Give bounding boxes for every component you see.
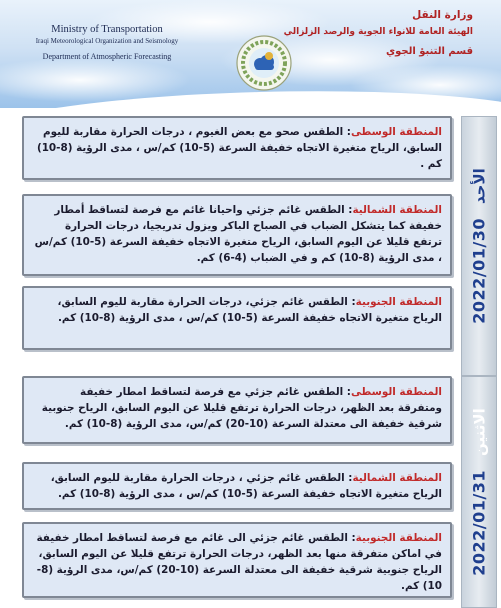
day-date: 2022/01/30 [469,218,489,324]
arabic-title-block [283,8,473,60]
day-side-tab [461,376,497,608]
forecast-card-south [22,286,452,350]
region-name: المنطقة الشمالية [352,204,442,216]
day-group-monday [0,372,501,600]
forecast-text: : الطقس غائم جزئي مع فرصة لتساقط امطار خفيفة ومتفرقة بعد الظهر، درجات الحرارة ترتفع قليلا عن اليوم السابق، الرياح جنوبية شرقية خفيفة الى معتدلة السرعة (10-20) كم/س، مدى الرؤية (8-10) كم. [41,386,442,430]
ministry-title-ar: وزارة النقل [412,9,473,21]
day-side-label [470,408,489,575]
organization-title-ar: الهيئة العامة للانواء الجوية والرصد الزلزالي [283,27,473,37]
english-title-block [22,24,192,63]
forecast-card-south [22,522,452,598]
forecast-text: : الطقس غائم جزئي، درجات الحرارة مقاربة لليوم السابق، الرياح متغيرة الاتجاه خفيفة السرعة (5-10) كم/س ، مدى الرؤية (8-10) كم. [57,296,442,324]
forecast-text: : الطقس غائم جزئي الى غائم مع فرصة لتساقط امطار خفيفة في اماكن متفرقة منها بعد الظهر، درجات الحرارة ترتفع قليلا عن اليوم السابق، الرياح جنوبية شرقية خفيفة الى معتدلة السرعة (10-20) كم/س، مدى الرؤية (8-10) كم. [36,532,442,592]
organization-title-en: Iraqi Meteorological Organization and Seismology [35,37,179,45]
meteorological-emblem-icon [235,34,293,92]
day-date: 2022/01/31 [469,469,489,576]
department-title-ar: قسم التنبؤ الجوي [385,46,473,57]
forecast-card-central [22,376,452,444]
day-name: الاثنين [470,408,488,456]
forecast-text: : الطقس غائم جزئي واحيانا غائم مع فرصة لتساقط أمطار خفيفة كما يتشكل الضباب في الصباح الباكر ويزول تدريجيا، درجات الحرارة ترتفع قليلا عن اليوم السابق، الرياح متغيرة الاتجاه خفيفة السرعة (5-10) كم/س ، مدى الرؤية (8-10) كم و في الضباب (4-6) كم. [34,204,442,264]
forecast-text: : الطقس صحو مع بعض الغيوم ، درجات الحرارة مقاربة لليوم السابق، الرياح متغيرة الاتجاه خفيفة السرعة (5-10) كم/س ، مدى الرؤية (8-10) كم . [36,126,442,170]
forecast-card-north [22,462,452,510]
day-name: الأحد [470,168,488,205]
region-name: المنطقة الجنوبية [355,296,442,308]
forecast-text: : الطقس غائم جزئي ، درجات الحرارة مقاربة لليوم السابق، الرياح متغيرة الاتجاه خفيفة السرعة (5-10) كم/س ، مدى الرؤية (8-10) كم. [50,472,442,500]
region-name: المنطقة الجنوبية [355,532,442,544]
bulletin-header [0,0,501,108]
forecast-card-central [22,116,452,180]
region-name: المنطقة الشمالية [352,472,442,484]
forecast-card-north [22,194,452,276]
day-group-sunday [0,110,501,378]
region-name: المنطقة الوسطى [350,126,442,138]
region-name: المنطقة الوسطى [350,386,442,398]
department-title-en: Department of Atmospheric Forecasting [42,52,172,61]
ministry-title-en: Ministry of Transportation [51,24,163,35]
day-side-label [470,168,489,324]
day-side-tab [461,116,497,376]
